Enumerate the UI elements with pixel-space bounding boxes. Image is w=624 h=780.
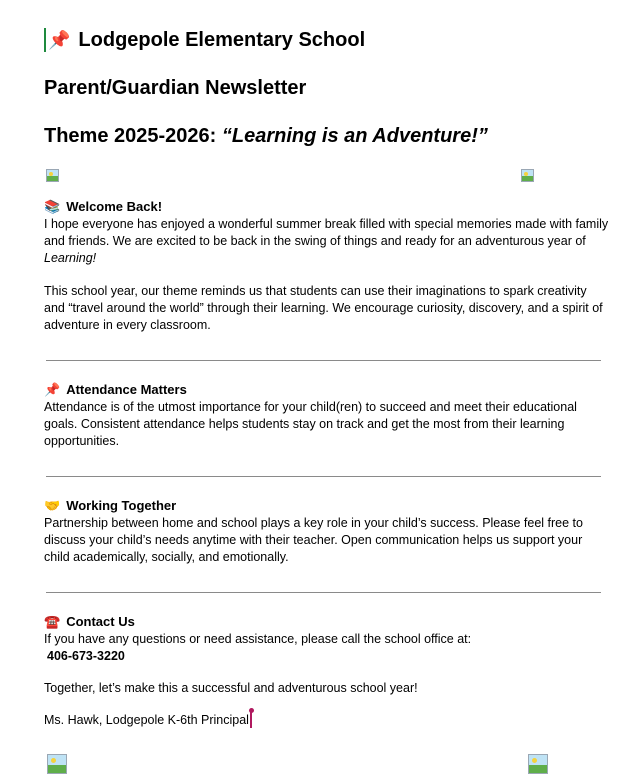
together-paragraph	[44, 515, 610, 567]
section-divider	[46, 592, 601, 593]
phone-number[interactable]: 406-673-3220	[47, 649, 125, 663]
theme-heading	[44, 125, 488, 148]
handshake-icon: 🤝	[44, 498, 61, 513]
contact-title: Contact Us	[66, 614, 135, 629]
newsletter-title: Parent/Guardian Newsletter	[44, 77, 307, 99]
contact-text: If you have any questions or need assistance, please call the school office at:	[44, 632, 472, 646]
welcome-paragraph-1	[44, 216, 610, 268]
books-icon: 📚	[44, 199, 61, 214]
theme-prefix: Theme 2025-2026:	[44, 125, 222, 147]
section-divider	[46, 360, 601, 361]
signature-line	[44, 712, 252, 728]
text-cursor	[44, 28, 46, 52]
telephone-icon: ☎️	[44, 614, 61, 629]
welcome-theme-text: This school year, our theme reminds us that students can use their imaginations to spark creativity and “travel around the world” through their learning. We encourage curiosity, discovery, and a spirit of adventure in every classroom.	[44, 284, 603, 333]
together-heading	[44, 498, 176, 513]
pushpin-icon: 📌	[44, 382, 61, 397]
together-text: Partnership between home and school plays a key role in your child’s success. Please feel free to discuss your child’s needs anytime with their teacher. Open communication helps us support your child academically, socially, and emotionally.	[44, 516, 583, 565]
theme-quote: “Learning is an Adventure!”	[221, 125, 488, 147]
contact-heading	[44, 614, 135, 629]
pushpin-icon: 📌	[48, 30, 71, 50]
image-placeholder-icon	[47, 754, 67, 774]
welcome-heading	[44, 199, 162, 214]
welcome-text: I hope everyone has enjoyed a wonderful summer break filled with special memories made with family and friends. We are excited to be back in the swing of things and ready for an adventurous year of	[44, 217, 609, 249]
together-title: Working Together	[66, 498, 177, 513]
attendance-text: Attendance is of the utmost importance for your child(ren) to succeed and meet their educational goals. Consistent attendance helps students stay on track and get the most from their learning opportunities.	[44, 400, 577, 449]
closing-line: Together, let’s make this a successful and adventurous school year!	[44, 681, 418, 695]
section-divider	[46, 476, 601, 477]
image-placeholder-icon	[528, 754, 548, 774]
welcome-title: Welcome Back!	[66, 199, 163, 214]
signature-text: Ms. Hawk, Lodgepole K-6th Principal	[44, 713, 249, 727]
welcome-emphasis: Learning!	[44, 251, 97, 266]
welcome-paragraph-2	[44, 283, 610, 335]
contact-paragraph	[44, 631, 610, 648]
school-name-heading	[44, 28, 365, 52]
attendance-paragraph	[44, 399, 610, 451]
image-placeholder-icon	[46, 169, 59, 182]
attendance-title: Attendance Matters	[66, 382, 187, 397]
attendance-heading	[44, 382, 187, 397]
school-name: Lodgepole Elementary School	[78, 28, 366, 51]
image-placeholder-icon	[521, 169, 534, 182]
collaborator-cursor	[250, 712, 252, 728]
